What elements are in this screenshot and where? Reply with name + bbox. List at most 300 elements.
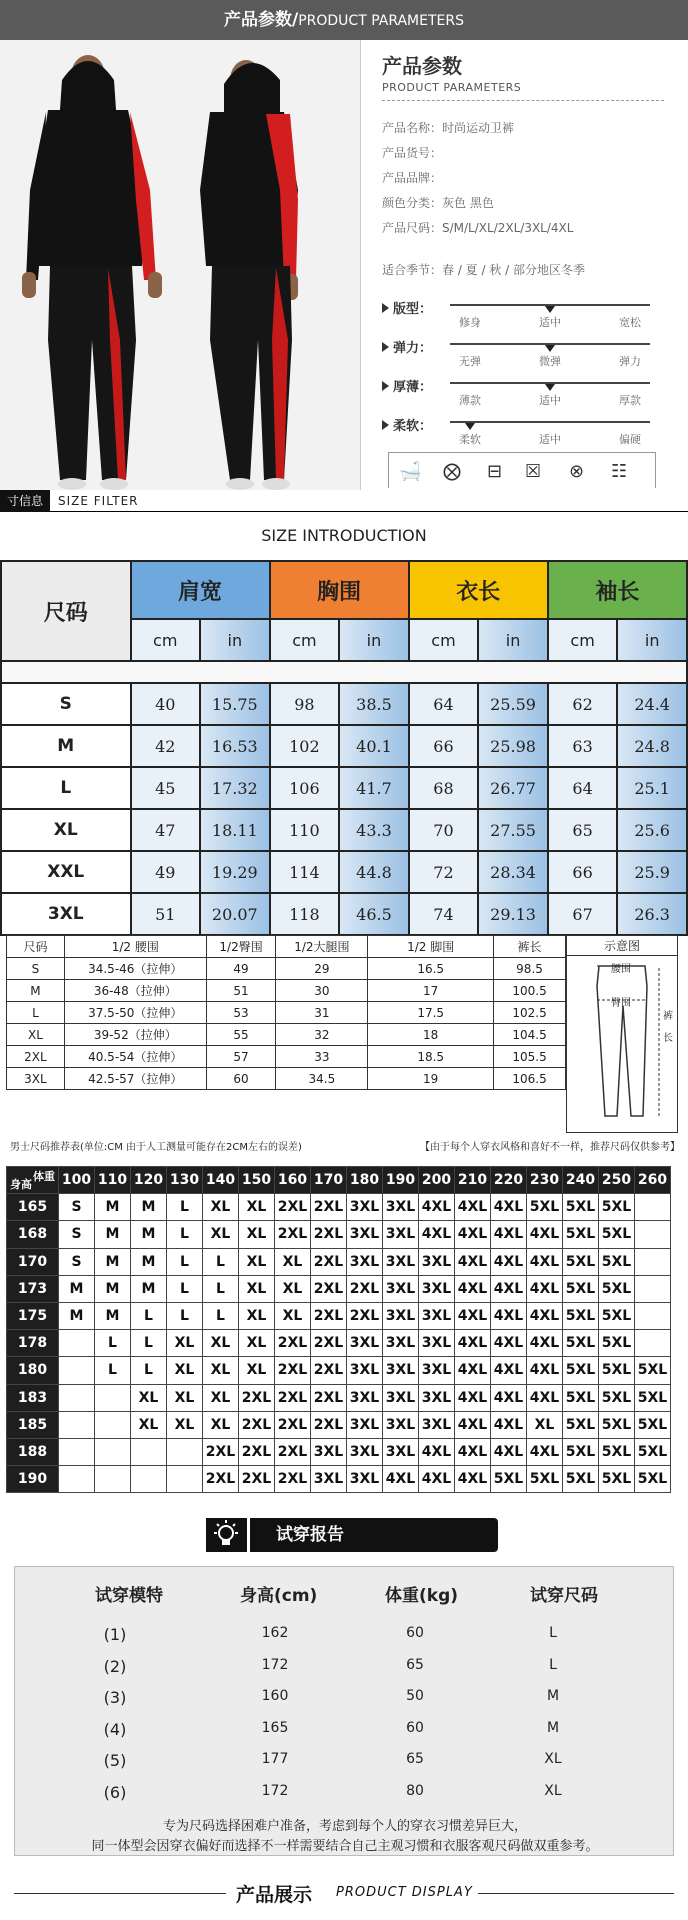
recommended-size: 2XL xyxy=(311,1221,347,1248)
measurement-group-header: 袖长 xyxy=(548,561,687,619)
recommended-size: 2XL xyxy=(239,1466,275,1493)
recommended-size: 4XL xyxy=(491,1438,527,1465)
recommended-size: XL xyxy=(203,1221,239,1248)
report-cell: (1) xyxy=(103,1625,127,1644)
recommended-size: 2XL xyxy=(311,1411,347,1438)
scale-marker xyxy=(545,345,555,352)
unit-header: cm xyxy=(131,619,201,661)
recommended-size: 3XL xyxy=(383,1384,419,1411)
recommended-size xyxy=(95,1384,131,1411)
report-cell: 177 xyxy=(261,1751,289,1767)
pants-value: 31 xyxy=(276,1002,368,1024)
recommended-size: 4XL xyxy=(419,1221,455,1248)
scale-marker xyxy=(465,423,475,430)
size-value: 25.98 xyxy=(478,725,548,767)
report-col-model: 试穿模特 xyxy=(95,1586,163,1606)
recommended-size: 2XL xyxy=(275,1411,311,1438)
height-header: 170 xyxy=(7,1248,59,1275)
recommended-size: L xyxy=(167,1194,203,1221)
diagram-title: 示意图 xyxy=(567,936,677,956)
recommended-size xyxy=(131,1466,167,1493)
recommended-size: L xyxy=(95,1330,131,1357)
recommended-size: 4XL xyxy=(455,1330,491,1357)
height-header: 185 xyxy=(7,1411,59,1438)
size-value: 102 xyxy=(270,725,340,767)
size-label: S xyxy=(1,683,131,725)
size-label: 3XL xyxy=(1,893,131,935)
pants-value: 2XL xyxy=(7,1046,65,1068)
report-cell: M xyxy=(546,1719,560,1736)
pants-value: 34.5-46（拉伸） xyxy=(64,958,206,980)
recommended-size: 3XL xyxy=(347,1357,383,1384)
diagram-length-label: 裤长 xyxy=(663,1011,673,1044)
recommended-size: 5XL xyxy=(563,1330,599,1357)
pants-value: 16.5 xyxy=(368,958,494,980)
report-col-weight: 体重(kg) xyxy=(385,1586,459,1606)
weight-header: 120 xyxy=(131,1167,167,1194)
scale-option: 适中 xyxy=(539,394,561,407)
recommended-size: 3XL xyxy=(347,1466,383,1493)
recommended-size: 4XL xyxy=(455,1302,491,1329)
recommended-size: 4XL xyxy=(527,1438,563,1465)
weight-header: 110 xyxy=(95,1167,131,1194)
pants-header: 1/2大腿围 xyxy=(276,936,368,958)
pants-value: 40.5-54（拉伸） xyxy=(64,1046,206,1068)
recommended-size: 5XL xyxy=(563,1411,599,1438)
recommended-size: 5XL xyxy=(635,1466,671,1493)
recommended-size: M xyxy=(59,1302,95,1329)
recommended-size: 3XL xyxy=(347,1438,383,1465)
recommended-size: 2XL xyxy=(311,1194,347,1221)
product-display-footer xyxy=(0,1866,688,1920)
weight-header: 210 xyxy=(455,1167,491,1194)
size-label: L xyxy=(1,767,131,809)
spacer-row xyxy=(1,661,687,683)
report-note-2: 同一体型会因穿衣偏好而选择不一样需要结合自己主观习惯和衣服客观尺码做双重参考。 xyxy=(91,1839,599,1854)
corner-height-label: 身高 xyxy=(10,1178,32,1192)
recommended-size: 4XL xyxy=(491,1248,527,1275)
scale-option: 无弹 xyxy=(459,355,481,368)
size-value: 114 xyxy=(270,851,340,893)
size-value: 25.9 xyxy=(617,851,687,893)
recommended-size: M xyxy=(131,1248,167,1275)
pants-value: S xyxy=(7,958,65,980)
arrow-right-icon xyxy=(382,342,389,352)
pants-value: XL xyxy=(7,1024,65,1046)
size-value: 64 xyxy=(409,683,479,725)
size-value: 66 xyxy=(409,725,479,767)
recommended-size xyxy=(167,1466,203,1493)
pants-value: 53 xyxy=(206,1002,276,1024)
scale-marker xyxy=(545,384,555,391)
recommended-size: 4XL xyxy=(455,1275,491,1302)
fit-scale xyxy=(382,372,672,407)
param-line: 产品尺码：S/M/L/XL/2XL/3XL/4XL xyxy=(382,221,574,235)
pants-diagram xyxy=(566,935,678,1133)
size-value: 25.6 xyxy=(617,809,687,851)
recommended-size: 3XL xyxy=(383,1302,419,1329)
no-bleach-icon: ⨂ xyxy=(443,461,461,482)
recommended-size: M xyxy=(95,1221,131,1248)
recommended-size: L xyxy=(203,1275,239,1302)
size-value: 51 xyxy=(131,893,201,935)
recommended-size: 5XL xyxy=(563,1248,599,1275)
recommended-size: 2XL xyxy=(203,1438,239,1465)
size-value: 44.8 xyxy=(339,851,409,893)
recommended-size: 4XL xyxy=(527,1384,563,1411)
report-cell: M xyxy=(546,1688,560,1704)
recommended-size: 2XL xyxy=(275,1384,311,1411)
recommended-size: 4XL xyxy=(491,1411,527,1438)
banner-subtitle: PRODUCT PARAMETERS xyxy=(298,13,464,29)
pants-value: 17 xyxy=(368,980,494,1002)
recommended-size: 4XL xyxy=(527,1275,563,1302)
recommended-size: 2XL xyxy=(203,1466,239,1493)
scale-label xyxy=(382,376,432,395)
params-heading: 产品参数 xyxy=(382,54,462,78)
weight-header: 170 xyxy=(311,1167,347,1194)
measurement-group-header: 胸围 xyxy=(270,561,409,619)
pants-header: 裤长 xyxy=(494,936,566,958)
recommended-size: 3XL xyxy=(419,1357,455,1384)
size-label: XXL xyxy=(1,851,131,893)
size-value: 40 xyxy=(131,683,201,725)
recommended-size: L xyxy=(167,1248,203,1275)
recommended-size xyxy=(59,1438,95,1465)
recommended-size: 4XL xyxy=(455,1248,491,1275)
recommended-size: 3XL xyxy=(347,1411,383,1438)
pants-header: 尺码 xyxy=(7,936,65,958)
recommended-size: 2XL xyxy=(311,1357,347,1384)
height-header: 183 xyxy=(7,1384,59,1411)
size-value: 72 xyxy=(409,851,479,893)
pants-value: 51 xyxy=(206,980,276,1002)
recommended-size: 3XL xyxy=(419,1275,455,1302)
recommended-size: 5XL xyxy=(491,1466,527,1493)
recommended-size xyxy=(59,1384,95,1411)
scale-option: 修身 xyxy=(459,316,481,329)
recommended-size xyxy=(95,1438,131,1465)
recommended-size: L xyxy=(203,1302,239,1329)
recommended-size: 5XL xyxy=(599,1248,635,1275)
diagram-waist-label: 腰围 xyxy=(611,964,631,975)
size-value: 66 xyxy=(548,851,618,893)
recommended-size: 2XL xyxy=(347,1275,383,1302)
recommended-size: 2XL xyxy=(311,1384,347,1411)
pants-value: 100.5 xyxy=(494,980,566,1002)
unit-header: in xyxy=(339,619,409,661)
unit-header: cm xyxy=(548,619,618,661)
recommended-size: 5XL xyxy=(599,1275,635,1302)
size-filter-bar xyxy=(0,490,688,512)
recommended-size: M xyxy=(59,1275,95,1302)
pants-value: 34.5 xyxy=(276,1068,368,1090)
size-value: 45 xyxy=(131,767,201,809)
size-value: 68 xyxy=(409,767,479,809)
recommended-size: XL xyxy=(239,1330,275,1357)
size-filter-label: SIZE FILTER xyxy=(58,494,139,508)
params-heading-en: PRODUCT PARAMETERS xyxy=(382,81,522,94)
tumble-dry-icon: ⊟ xyxy=(487,461,503,482)
weight-header: 140 xyxy=(203,1167,239,1194)
recommended-size: 2XL xyxy=(311,1275,347,1302)
recommended-size: 2XL xyxy=(275,1221,311,1248)
recommended-size: 2XL xyxy=(311,1248,347,1275)
report-note-1: 专为尺码选择困难户准备，考虑到每个人的穿衣习惯差异巨大， xyxy=(162,1819,527,1834)
recommended-size: XL xyxy=(239,1357,275,1384)
unit-header: cm xyxy=(270,619,340,661)
fit-scale xyxy=(382,294,672,329)
recommended-size: 2XL xyxy=(275,1194,311,1221)
recommended-size xyxy=(635,1221,671,1248)
recommended-size: XL xyxy=(239,1275,275,1302)
report-cell: 172 xyxy=(261,1656,289,1673)
report-cell: 65 xyxy=(406,1751,424,1767)
size-value: 17.32 xyxy=(200,767,270,809)
recommended-size: 3XL xyxy=(383,1248,419,1275)
recommended-size: XL xyxy=(167,1330,203,1357)
recommend-notes xyxy=(10,1138,680,1153)
scale-option: 弹力 xyxy=(619,355,641,368)
recommended-size xyxy=(635,1302,671,1329)
recommended-size: 3XL xyxy=(347,1221,383,1248)
recommended-size: 2XL xyxy=(275,1438,311,1465)
recommended-size: 5XL xyxy=(527,1466,563,1493)
recommended-size: 4XL xyxy=(491,1221,527,1248)
recommended-size xyxy=(95,1411,131,1438)
recommended-size: L xyxy=(167,1221,203,1248)
pants-value: 104.5 xyxy=(494,1024,566,1046)
report-cell: XL xyxy=(544,1751,562,1767)
recommended-size: XL xyxy=(203,1194,239,1221)
size-value: 38.5 xyxy=(339,683,409,725)
scale-option: 薄款 xyxy=(459,394,481,407)
scale-option: 微弹 xyxy=(539,355,561,368)
height-header: 173 xyxy=(7,1275,59,1302)
height-header: 190 xyxy=(7,1466,59,1493)
recommended-size xyxy=(59,1411,95,1438)
scale-label xyxy=(382,298,432,317)
scale-label-text: 柔软： xyxy=(393,419,433,434)
weight-header: 130 xyxy=(167,1167,203,1194)
weight-header: 150 xyxy=(239,1167,275,1194)
size-label: XL xyxy=(1,809,131,851)
recommended-size xyxy=(635,1330,671,1357)
size-value: 26.3 xyxy=(617,893,687,935)
recommended-size: 4XL xyxy=(491,1384,527,1411)
recommended-size: L xyxy=(95,1357,131,1384)
recommended-size: L xyxy=(167,1275,203,1302)
recommended-size xyxy=(635,1248,671,1275)
recommended-size: 4XL xyxy=(527,1221,563,1248)
report-cell: (5) xyxy=(103,1751,127,1770)
recommended-size: 5XL xyxy=(599,1411,635,1438)
recommended-size: 3XL xyxy=(383,1275,419,1302)
recommended-size: 3XL xyxy=(383,1357,419,1384)
weight-header: 180 xyxy=(347,1167,383,1194)
report-cell: (2) xyxy=(103,1656,127,1676)
arrow-right-icon xyxy=(382,381,389,391)
recommended-size: L xyxy=(131,1357,167,1384)
wash-icon: 🛁 xyxy=(399,461,422,482)
height-header: 178 xyxy=(7,1330,59,1357)
recommended-size: 4XL xyxy=(419,1194,455,1221)
model-photo-side xyxy=(180,40,360,490)
recommended-size: 5XL xyxy=(527,1194,563,1221)
weight-header: 260 xyxy=(635,1167,671,1194)
height-header: 168 xyxy=(7,1221,59,1248)
recommended-size: XL xyxy=(239,1248,275,1275)
report-col-size: 试穿尺码 xyxy=(530,1586,598,1606)
recommended-size: 2XL xyxy=(239,1384,275,1411)
weight-header: 220 xyxy=(491,1167,527,1194)
pants-value: 57 xyxy=(206,1046,276,1068)
recommended-size: 4XL xyxy=(527,1248,563,1275)
recommended-size xyxy=(59,1357,95,1384)
size-value: 63 xyxy=(548,725,618,767)
pants-header: 1/2 脚围 xyxy=(368,936,494,958)
size-value: 24.8 xyxy=(617,725,687,767)
size-value: 25.1 xyxy=(617,767,687,809)
recommended-size xyxy=(635,1275,671,1302)
size-value: 19.29 xyxy=(200,851,270,893)
size-value: 16.53 xyxy=(200,725,270,767)
param-line xyxy=(382,244,672,253)
param-line: 产品品牌： xyxy=(382,171,443,185)
grid-corner-header xyxy=(7,1167,59,1194)
report-cell: 60 xyxy=(406,1625,424,1641)
fitting-report-panel xyxy=(14,1566,674,1856)
recommended-size: XL xyxy=(203,1357,239,1384)
size-label: M xyxy=(1,725,131,767)
recommended-size: 5XL xyxy=(599,1221,635,1248)
recommended-size: 3XL xyxy=(311,1438,347,1465)
recommended-size: 2XL xyxy=(275,1330,311,1357)
pants-value: 3XL xyxy=(7,1068,65,1090)
pants-value: M xyxy=(7,980,65,1002)
size-value: 70 xyxy=(409,809,479,851)
weight-header: 250 xyxy=(599,1167,635,1194)
pants-value: 49 xyxy=(206,958,276,980)
recommended-size: 5XL xyxy=(635,1438,671,1465)
fitting-report-title: 试穿报告 xyxy=(276,1525,344,1545)
recommended-size: 4XL xyxy=(455,1466,491,1493)
pants-value: 30 xyxy=(276,980,368,1002)
recommended-size: 3XL xyxy=(383,1330,419,1357)
recommended-size: 4XL xyxy=(527,1302,563,1329)
size-introduction-title: SIZE INTRODUCTION xyxy=(261,526,427,545)
scale-option: 柔软 xyxy=(459,433,481,446)
recommended-size: 4XL xyxy=(491,1302,527,1329)
size-value: 18.11 xyxy=(200,809,270,851)
recommended-size: 4XL xyxy=(455,1221,491,1248)
recommend-note-left: 男士尺码推荐表(单位:CM 由于人工测量可能存在2CM左右的误差) xyxy=(10,1142,302,1153)
recommended-size: S xyxy=(59,1194,95,1221)
size-value: 26.77 xyxy=(478,767,548,809)
recommended-size: 4XL xyxy=(527,1357,563,1384)
scale-line xyxy=(450,421,650,423)
scale-label-text: 厚薄： xyxy=(393,380,433,395)
recommended-size: 3XL xyxy=(419,1330,455,1357)
fit-scale xyxy=(382,411,672,446)
recommended-size: M xyxy=(95,1302,131,1329)
pants-header: 1/2臀围 xyxy=(206,936,276,958)
fit-scale xyxy=(382,333,672,368)
report-cell: (6) xyxy=(103,1782,127,1802)
recommended-size: 5XL xyxy=(635,1357,671,1384)
recommended-size: M xyxy=(95,1194,131,1221)
recommended-size: 5XL xyxy=(563,1357,599,1384)
size-value: 110 xyxy=(270,809,340,851)
recommended-size: M xyxy=(95,1275,131,1302)
recommended-size: 2XL xyxy=(239,1411,275,1438)
unit-header: cm xyxy=(409,619,479,661)
recommended-size: M xyxy=(131,1194,167,1221)
size-value: 65 xyxy=(548,809,618,851)
recommended-size: XL xyxy=(527,1411,563,1438)
recommended-size: 5XL xyxy=(599,1466,635,1493)
recommended-size: XL xyxy=(275,1302,311,1329)
recommended-size: 3XL xyxy=(419,1248,455,1275)
size-value: 62 xyxy=(548,683,618,725)
recommend-note-right: 【由于每个人穿衣风格和喜好不一样，推荐尺码仅供参考】 xyxy=(420,1142,680,1153)
report-cell: 165 xyxy=(261,1719,289,1736)
recommended-size xyxy=(635,1194,671,1221)
size-value: 46.5 xyxy=(339,893,409,935)
recommended-size: XL xyxy=(167,1357,203,1384)
recommended-size: 3XL xyxy=(383,1221,419,1248)
size-column-header: 尺码 xyxy=(1,561,131,661)
recommended-size: XL xyxy=(131,1411,167,1438)
measurement-group-header: 肩宽 xyxy=(131,561,270,619)
recommended-size: L xyxy=(131,1330,167,1357)
size-value: 64 xyxy=(548,767,618,809)
unit-header: in xyxy=(478,619,548,661)
pants-size-table xyxy=(6,935,566,1090)
footer-line-right xyxy=(478,1893,674,1894)
size-value: 29.13 xyxy=(478,893,548,935)
recommended-size: S xyxy=(59,1248,95,1275)
size-value: 118 xyxy=(270,893,340,935)
recommended-size xyxy=(131,1438,167,1465)
recommended-size: 4XL xyxy=(419,1466,455,1493)
recommended-size: 5XL xyxy=(635,1384,671,1411)
scale-option: 宽松 xyxy=(619,316,641,329)
pants-value: 36-48（拉伸） xyxy=(64,980,206,1002)
unit-header: in xyxy=(200,619,270,661)
recommended-size: 4XL xyxy=(491,1275,527,1302)
size-info-label: 寸信息 xyxy=(0,490,50,512)
recommended-size: 5XL xyxy=(563,1438,599,1465)
scale-label xyxy=(382,415,432,434)
recommended-size: XL xyxy=(131,1384,167,1411)
recommended-size: 2XL xyxy=(239,1438,275,1465)
size-value: 40.1 xyxy=(339,725,409,767)
recommended-size: XL xyxy=(167,1384,203,1411)
scale-label-text: 版型： xyxy=(393,302,433,317)
recommended-size: 2XL xyxy=(311,1330,347,1357)
report-cell: 160 xyxy=(261,1688,289,1704)
weight-header: 100 xyxy=(59,1167,95,1194)
height-header: 175 xyxy=(7,1302,59,1329)
recommended-size: 3XL xyxy=(383,1194,419,1221)
recommended-size xyxy=(95,1466,131,1493)
recommended-size: XL xyxy=(275,1248,311,1275)
recommended-size: M xyxy=(131,1221,167,1248)
recommended-size: S xyxy=(59,1221,95,1248)
pants-value: 18.5 xyxy=(368,1046,494,1068)
diagram-hip-label: 臀围 xyxy=(611,998,631,1009)
